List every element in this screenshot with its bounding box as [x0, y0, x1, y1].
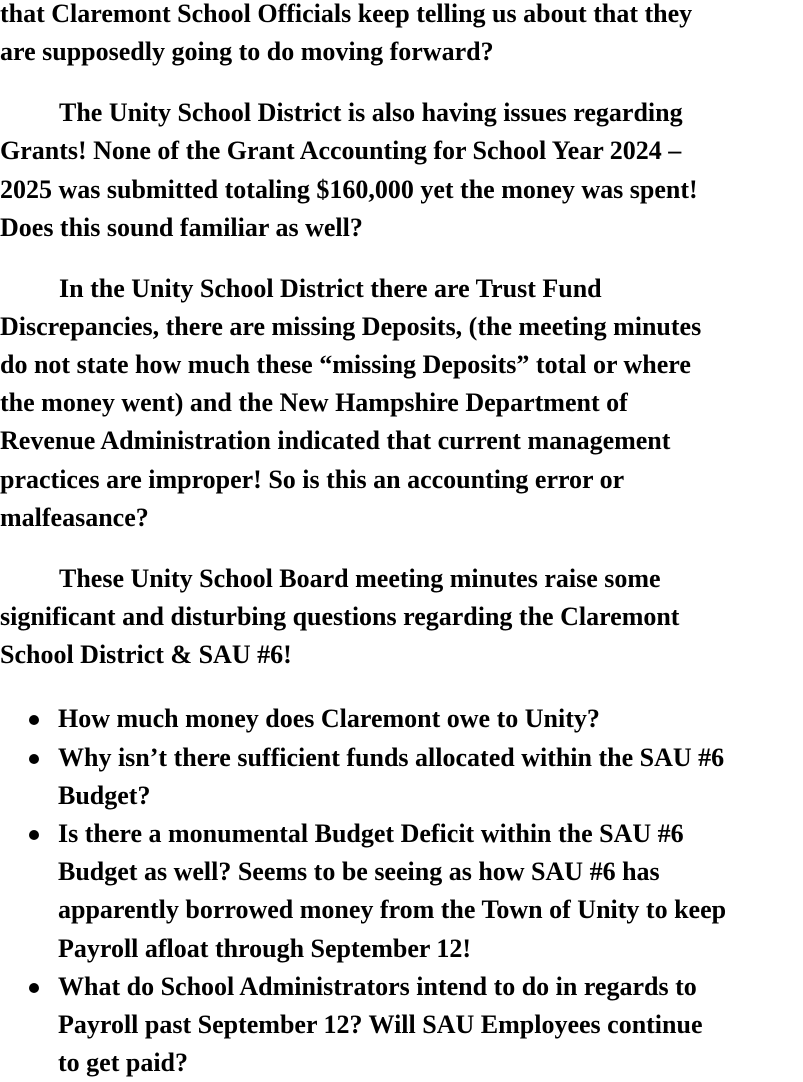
list-item [0, 815, 803, 968]
text-line: Budget as well? Seems to be seeing as how SAU #6 has [58, 857, 660, 887]
list-item [0, 739, 803, 815]
text-line: significant and disturbing questions regarding the Claremont [0, 602, 680, 632]
text-line: that Claremont School Officials keep telling us about that they [0, 0, 693, 28]
bullet-icon [29, 754, 39, 764]
paragraph-continuation [0, 0, 803, 71]
text-line: apparently borrowed money from the Town of Unity to keep [58, 895, 727, 925]
text-line: What do School Administrators intend to do in regards to [58, 971, 697, 1001]
paragraph-gap [0, 537, 803, 560]
text-line: Is there a monumental Budget Deficit within the SAU #6 [58, 818, 684, 848]
text-line: are supposedly going to do moving forward? [0, 37, 494, 67]
text-line: practices are improper! So is this an accounting error or [0, 464, 625, 494]
text-line: the money went) and the New Hampshire Department of [0, 388, 628, 418]
text-line: Discrepancies, there are missing Deposits, (the meeting minutes [0, 311, 702, 341]
list-item [0, 700, 803, 738]
text-line: Does this sound familiar as well? [0, 212, 363, 242]
text-line: Why isn’t there sufficient funds allocated within the SAU #6 [58, 742, 725, 772]
bullet-list [0, 700, 803, 1082]
text-line: These Unity School Board meeting minutes raise some [59, 563, 661, 593]
bullet-icon [29, 715, 39, 725]
text-line: The Unity School District is also having issues regarding [59, 98, 683, 128]
paragraph-questions [0, 560, 803, 675]
text-line: malfeasance? [0, 502, 149, 532]
text-line: Revenue Administration indicated that current management [0, 426, 671, 456]
paragraph-grants [0, 94, 803, 247]
text-line: Grants! None of the Grant Accounting for School Year 2024 – [0, 136, 682, 166]
text-line: 2025 was submitted totaling $160,000 yet the money was spent! [0, 174, 698, 204]
text-line: Payroll past September 12? Will SAU Employees continue [58, 1009, 703, 1039]
bullet-icon [29, 983, 39, 993]
text-line: School District & SAU #6! [0, 640, 292, 670]
text-line: to get paid? [58, 1048, 188, 1078]
text-line: In the Unity School District there are Trust Fund [59, 273, 602, 303]
paragraph-gap [0, 674, 803, 700]
text-line: Payroll afloat through September 12! [58, 933, 472, 963]
list-item [0, 968, 803, 1082]
text-line: How much money does Claremont owe to Unity? [58, 704, 600, 734]
bullet-icon [29, 830, 39, 840]
paragraph-gap [0, 247, 803, 270]
text-line: do not state how much these “missing Deposits” total or where [0, 350, 691, 380]
paragraph-gap [0, 71, 803, 94]
text-line: Budget? [58, 780, 151, 810]
paragraph-trust-fund [0, 270, 803, 537]
